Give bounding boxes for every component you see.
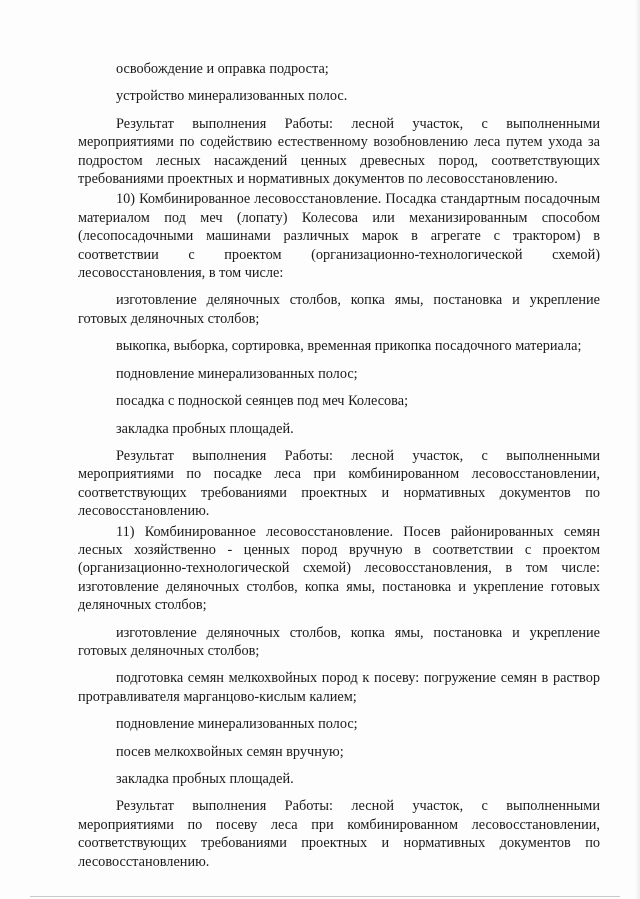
paragraph: 10) Комбинированное лесовосстановление. Посадка стандартным посадочным материалом под меч (лопату) Колесова или механизированным способом (лесопосадочными машинами различных марок в агрегате с трактором) в соответствии с проектом (организационно-технологической схемой) лесовосстановления, в том числе: [78, 191, 600, 282]
paragraph: посев мелкохвойных семян вручную; [116, 743, 344, 760]
page-bottom-edge [30, 896, 620, 897]
paragraph: Результат выполнения Работы: лесной участок, с выполненными мероприятиями по содействию естественному возобновлению леса путем ухода за подростом лесных насаждений ценных древесных пород, соответствующих требованиями проектных и нормативных документов по лесовосстановлению. [78, 115, 600, 188]
paragraph: 11) Комбинированное лесовосстановление. Посев районированных семян лесных хозяйственно - ценных пород вручную в соответствии с проектом (организационно-технологической схемой) лесовосстановления, в том числе: изготовление деляночных столбов, копка ямы, постановка и укрепление готовых деляночных столбов; [78, 523, 600, 614]
paragraph: освобождение и оправка подроста; [116, 61, 329, 77]
paragraph: подготовка семян мелкохвойных пород к посеву: погружение семян в раствор протравливателя марганцово-кислым калием; [78, 670, 600, 705]
scan-edge-shadow [634, 0, 640, 899]
paragraph: Результат выполнения Работы: лесной участок, с выполненными мероприятиями по посадке леса при комбинированном лесовосстановлении, соответствующих требованиями проектных и нормативных документов по лесовосстановлению. [78, 447, 600, 520]
paragraph: устройство минерализованных полос. [116, 88, 348, 105]
paragraph: посадка с подноской сеянцев под меч Колесова; [116, 393, 409, 410]
paragraph: закладка пробных площадей. [116, 771, 294, 787]
paragraph: изготовление деляночных столбов, копка ямы, постановка и укрепление готовых деляночных столбов; [78, 292, 600, 327]
document-body [78, 60, 600, 880]
paragraph: выкопка, выборка, сортировка, временная прикопка посадочного материала; [116, 338, 582, 355]
paragraph: подновление минерализованных полос; [116, 365, 358, 382]
paragraph: изготовление деляночных столбов, копка ямы, постановка и укрепление готовых деляночных столбов; [78, 624, 600, 659]
paragraph: подновление минерализованных полос; [116, 716, 358, 733]
paragraph: Результат выполнения Работы: лесной участок, с выполненными мероприятиями по посеву леса при комбинированном лесовосстановлении, соответствующих требованиями проектных и нормативных документов по лесовосстановлению. [78, 798, 600, 870]
paragraph: закладка пробных площадей. [116, 420, 294, 437]
